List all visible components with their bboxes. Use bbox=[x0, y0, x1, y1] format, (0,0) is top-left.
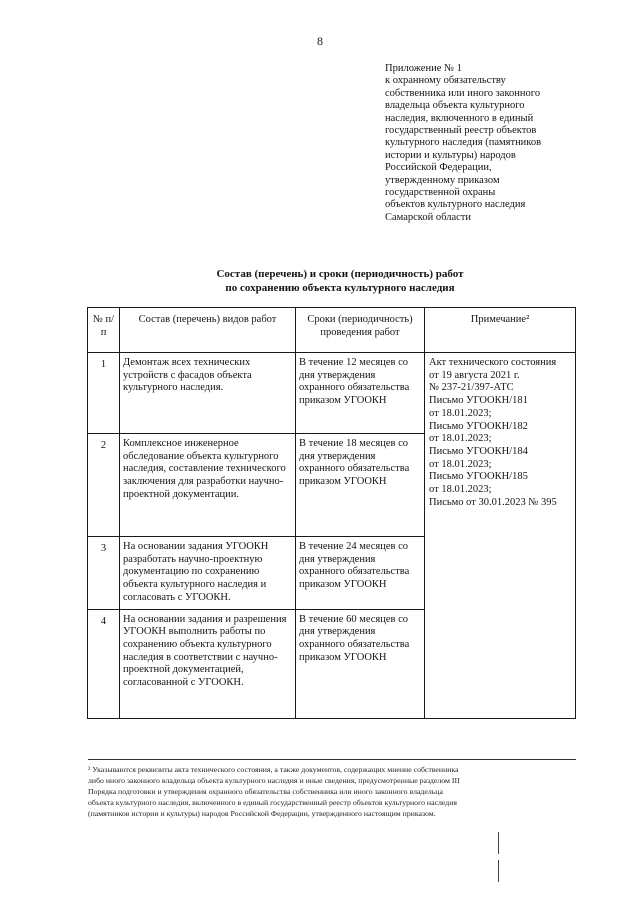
row-terms: В течение 24 месяцев со дня утверждения охранного обязательства приказом УГООКН bbox=[296, 537, 425, 610]
appendix-line: Российской Федерации, bbox=[385, 162, 492, 174]
note-line: от 19 августа 2021 г. bbox=[429, 369, 520, 381]
scan-margin-mark bbox=[498, 832, 499, 854]
note-line: Акт технического состояния bbox=[429, 357, 557, 368]
works-table bbox=[87, 307, 576, 719]
row-works: Демонтаж всех технических устройств с фасадов объекта культурного наследия. bbox=[120, 353, 296, 434]
appendix-line: Приложение № 1 bbox=[385, 63, 462, 74]
note-line: № 237-21/397-АТС bbox=[429, 382, 514, 394]
note-line: от 18.01.2023; bbox=[429, 458, 492, 470]
title-line-1: Состав (перечень) и сроки (периодичность) работ bbox=[216, 268, 464, 280]
row-number: 4 bbox=[88, 609, 120, 718]
title-line-2: по сохранению объекта культурного наследия bbox=[225, 282, 455, 294]
note-line: от 18.01.2023; bbox=[429, 433, 492, 445]
note-line: Письмо УГООКН/184 bbox=[429, 445, 528, 457]
notes-cell-empty bbox=[425, 537, 576, 719]
page-number: 8 bbox=[317, 34, 323, 48]
appendix-line: владельца объекта культурного bbox=[385, 100, 525, 112]
appendix-line: государственный реестр объектов bbox=[385, 125, 537, 137]
row-number: 3 bbox=[88, 537, 120, 610]
notes-cell bbox=[425, 353, 576, 537]
header-works: Состав (перечень) видов работ bbox=[120, 308, 296, 353]
note-line: Письмо от 30.01.2023 № 395 bbox=[429, 496, 557, 508]
table-row bbox=[88, 353, 576, 434]
appendix-line: собственника или иного законного bbox=[385, 87, 541, 99]
appendix-line: культурного наследия (памятников bbox=[385, 137, 542, 149]
footnote-line: объекта культурного наследия, включенного в единый государственный реестр объектов культурного наследия bbox=[88, 798, 457, 807]
footnote-line: ² Указываются реквизиты акта технического состояния, а также документов, содержащих мнение собственника bbox=[88, 765, 459, 774]
note-line: от 18.01.2023; bbox=[429, 484, 492, 496]
appendix-line: наследия, включенного в единый bbox=[385, 112, 534, 124]
scan-margin-mark bbox=[498, 860, 499, 882]
table-header-row bbox=[88, 308, 576, 353]
notes-list bbox=[429, 357, 572, 509]
appendix-line: утвержденному приказом bbox=[385, 174, 500, 186]
row-number: 1 bbox=[88, 353, 120, 434]
row-terms: В течение 18 месяцев со дня утверждения охранного обязательства приказом УГООКН bbox=[296, 434, 425, 537]
document-title bbox=[80, 267, 600, 295]
row-number: 2 bbox=[88, 434, 120, 537]
note-line: Письмо УГООКН/181 bbox=[429, 395, 528, 407]
appendix-line: Самарской области bbox=[385, 211, 471, 223]
header-terms: Сроки (периодичность) проведения работ bbox=[296, 308, 425, 353]
appendix-line: к охранному обязательству bbox=[385, 75, 506, 87]
footnote-line: Порядка подготовки и утверждения охранного обязательства собственника или иного законного владельца bbox=[88, 787, 443, 796]
footnote-line: (памятников истории и культуры) народов Российской Федерации, утвержденного настоящим приказом. bbox=[88, 809, 436, 818]
row-terms: В течение 12 месяцев со дня утверждения охранного обязательства приказом УГООКН bbox=[296, 353, 425, 434]
table-row bbox=[88, 537, 576, 610]
appendix-header bbox=[385, 63, 585, 224]
header-notes: Примечание² bbox=[425, 308, 576, 353]
note-line: Письмо УГООКН/182 bbox=[429, 420, 528, 432]
note-line: от 18.01.2023; bbox=[429, 407, 492, 419]
footnote bbox=[88, 764, 576, 819]
row-works: На основании задания УГООКН разработать научно-проектную документацию по сохранению объекта культурного наследия и согласовать с УГООКН. bbox=[120, 537, 296, 610]
footnote-divider bbox=[88, 759, 576, 760]
row-works: Комплексное инженерное обследование объекта культурного наследия, составление технического заключения для разработки научно-проектной документации. bbox=[120, 434, 296, 537]
appendix-line: государственной охраны bbox=[385, 187, 496, 199]
row-works: На основании задания и разрешения УГООКН выполнить работы по сохранению объекта культурного наследия в соответствии с научно-проектной документацией, согласованной с УГООКН. bbox=[120, 609, 296, 718]
note-line: Письмо УГООКН/185 bbox=[429, 471, 528, 483]
header-number: № п/п bbox=[88, 308, 120, 353]
appendix-line: истории и культуры) народов bbox=[385, 149, 516, 161]
row-terms: В течение 60 месяцев со дня утверждения охранного обязательства приказом УГООКН bbox=[296, 609, 425, 718]
appendix-line: объектов культурного наследия bbox=[385, 199, 526, 211]
footnote-line: либо иного законного владельца объекта культурного наследия и иные сведения, предусмотренные разделом III bbox=[88, 776, 460, 785]
